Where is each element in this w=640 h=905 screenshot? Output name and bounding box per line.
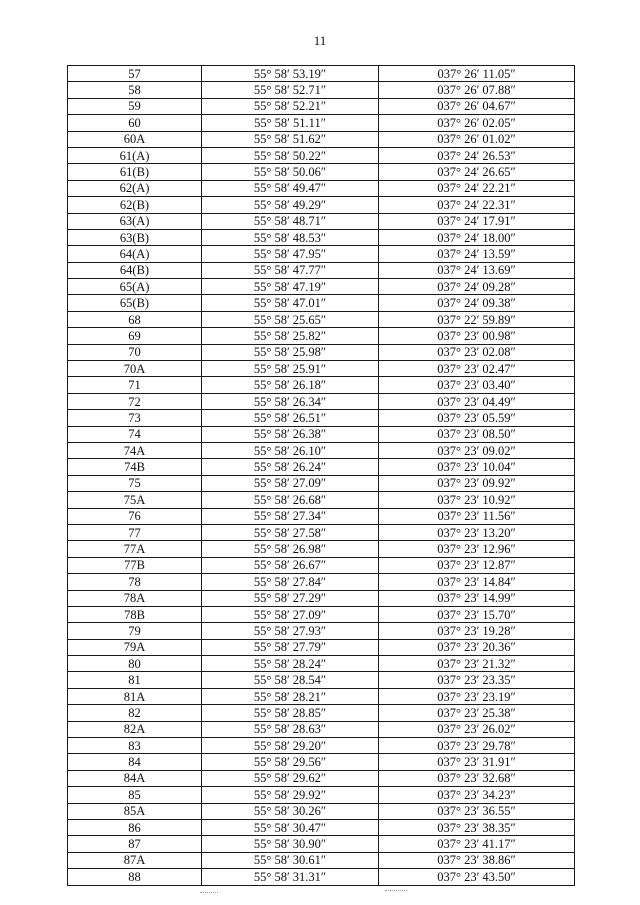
table-row bbox=[68, 770, 575, 786]
table-row bbox=[68, 279, 575, 295]
longitude-cell: 037° 23′ 20.36″ bbox=[379, 639, 575, 655]
point-id-cell: 86 bbox=[68, 819, 202, 835]
point-id-cell: 58 bbox=[68, 82, 202, 98]
table-row bbox=[68, 541, 575, 557]
point-id-cell: 87 bbox=[68, 836, 202, 852]
longitude-cell: 037° 24′ 17.91″ bbox=[379, 213, 575, 229]
point-id-cell: 81 bbox=[68, 672, 202, 688]
point-id-cell: 70 bbox=[68, 344, 202, 360]
point-id-cell: 60A bbox=[68, 131, 202, 147]
longitude-cell: 037° 23′ 29.78″ bbox=[379, 738, 575, 754]
scan-mark bbox=[200, 892, 218, 893]
longitude-cell: 037° 23′ 13.20″ bbox=[379, 524, 575, 540]
point-id-cell: 77A bbox=[68, 541, 202, 557]
longitude-cell: 037° 23′ 43.50″ bbox=[379, 869, 575, 885]
table-row bbox=[68, 590, 575, 606]
longitude-cell: 037° 26′ 01.02″ bbox=[379, 131, 575, 147]
latitude-cell: 55° 58′ 25.65″ bbox=[202, 311, 379, 327]
point-id-cell: 85 bbox=[68, 787, 202, 803]
table-row bbox=[68, 557, 575, 573]
table-row bbox=[68, 262, 575, 278]
latitude-cell: 55° 58′ 47.77″ bbox=[202, 262, 379, 278]
table-row bbox=[68, 442, 575, 458]
latitude-cell: 55° 58′ 26.24″ bbox=[202, 459, 379, 475]
longitude-cell: 037° 24′ 18.00″ bbox=[379, 229, 575, 245]
table-row bbox=[68, 197, 575, 213]
latitude-cell: 55° 58′ 30.26″ bbox=[202, 803, 379, 819]
point-id-cell: 60 bbox=[68, 115, 202, 131]
longitude-cell: 037° 24′ 22.31″ bbox=[379, 197, 575, 213]
table-row bbox=[68, 311, 575, 327]
latitude-cell: 55° 58′ 29.56″ bbox=[202, 754, 379, 770]
longitude-cell: 037° 23′ 02.08″ bbox=[379, 344, 575, 360]
longitude-cell: 037° 23′ 41.17″ bbox=[379, 836, 575, 852]
table-row bbox=[68, 803, 575, 819]
latitude-cell: 55° 58′ 51.62″ bbox=[202, 131, 379, 147]
table-row bbox=[68, 328, 575, 344]
longitude-cell: 037° 24′ 09.28″ bbox=[379, 279, 575, 295]
point-id-cell: 57 bbox=[68, 66, 202, 82]
longitude-cell: 037° 23′ 23.19″ bbox=[379, 688, 575, 704]
longitude-cell: 037° 23′ 38.35″ bbox=[379, 819, 575, 835]
point-id-cell: 59 bbox=[68, 98, 202, 114]
point-id-cell: 87A bbox=[68, 852, 202, 868]
latitude-cell: 55° 58′ 29.92″ bbox=[202, 787, 379, 803]
table-row bbox=[68, 705, 575, 721]
latitude-cell: 55° 58′ 26.98″ bbox=[202, 541, 379, 557]
latitude-cell: 55° 58′ 53.19″ bbox=[202, 66, 379, 82]
scan-mark bbox=[385, 890, 407, 891]
latitude-cell: 55° 58′ 30.61″ bbox=[202, 852, 379, 868]
latitude-cell: 55° 58′ 27.34″ bbox=[202, 508, 379, 524]
point-id-cell: 71 bbox=[68, 377, 202, 393]
longitude-cell: 037° 23′ 02.47″ bbox=[379, 361, 575, 377]
latitude-cell: 55° 58′ 25.91″ bbox=[202, 361, 379, 377]
latitude-cell: 55° 58′ 28.24″ bbox=[202, 656, 379, 672]
longitude-cell: 037° 26′ 07.88″ bbox=[379, 82, 575, 98]
longitude-cell: 037° 23′ 32.68″ bbox=[379, 770, 575, 786]
longitude-cell: 037° 23′ 05.59″ bbox=[379, 410, 575, 426]
table-row bbox=[68, 164, 575, 180]
point-id-cell: 78A bbox=[68, 590, 202, 606]
longitude-cell: 037° 23′ 09.02″ bbox=[379, 442, 575, 458]
coordinates-table-body bbox=[68, 66, 575, 886]
longitude-cell: 037° 26′ 11.05″ bbox=[379, 66, 575, 82]
table-row bbox=[68, 623, 575, 639]
table-row bbox=[68, 213, 575, 229]
longitude-cell: 037° 23′ 04.49″ bbox=[379, 393, 575, 409]
longitude-cell: 037° 23′ 14.84″ bbox=[379, 574, 575, 590]
longitude-cell: 037° 23′ 00.98″ bbox=[379, 328, 575, 344]
table-row bbox=[68, 721, 575, 737]
point-id-cell: 64(B) bbox=[68, 262, 202, 278]
longitude-cell: 037° 23′ 34.23″ bbox=[379, 787, 575, 803]
latitude-cell: 55° 58′ 29.62″ bbox=[202, 770, 379, 786]
longitude-cell: 037° 23′ 14.99″ bbox=[379, 590, 575, 606]
table-row bbox=[68, 819, 575, 835]
table-row bbox=[68, 82, 575, 98]
point-id-cell: 76 bbox=[68, 508, 202, 524]
latitude-cell: 55° 58′ 27.93″ bbox=[202, 623, 379, 639]
longitude-cell: 037° 23′ 19.28″ bbox=[379, 623, 575, 639]
point-id-cell: 88 bbox=[68, 869, 202, 885]
point-id-cell: 79A bbox=[68, 639, 202, 655]
table-row bbox=[68, 180, 575, 196]
table-row bbox=[68, 410, 575, 426]
table-row bbox=[68, 246, 575, 262]
page-number: 11 bbox=[313, 33, 327, 48]
latitude-cell: 55° 58′ 26.10″ bbox=[202, 442, 379, 458]
latitude-cell: 55° 58′ 27.29″ bbox=[202, 590, 379, 606]
table-row bbox=[68, 574, 575, 590]
latitude-cell: 55° 58′ 26.67″ bbox=[202, 557, 379, 573]
longitude-cell: 037° 26′ 02.05″ bbox=[379, 115, 575, 131]
point-id-cell: 77 bbox=[68, 524, 202, 540]
point-id-cell: 77B bbox=[68, 557, 202, 573]
point-id-cell: 79 bbox=[68, 623, 202, 639]
table-row bbox=[68, 639, 575, 655]
table-row bbox=[68, 869, 575, 885]
point-id-cell: 74B bbox=[68, 459, 202, 475]
point-id-cell: 63(A) bbox=[68, 213, 202, 229]
point-id-cell: 62(A) bbox=[68, 180, 202, 196]
table-row bbox=[68, 131, 575, 147]
table-row bbox=[68, 688, 575, 704]
table-row bbox=[68, 393, 575, 409]
latitude-cell: 55° 58′ 27.79″ bbox=[202, 639, 379, 655]
longitude-cell: 037° 23′ 09.92″ bbox=[379, 475, 575, 491]
table-row bbox=[68, 656, 575, 672]
table-row bbox=[68, 672, 575, 688]
latitude-cell: 55° 58′ 48.53″ bbox=[202, 229, 379, 245]
table-row bbox=[68, 754, 575, 770]
latitude-cell: 55° 58′ 29.20″ bbox=[202, 738, 379, 754]
latitude-cell: 55° 58′ 47.19″ bbox=[202, 279, 379, 295]
longitude-cell: 037° 23′ 36.55″ bbox=[379, 803, 575, 819]
latitude-cell: 55° 58′ 50.06″ bbox=[202, 164, 379, 180]
longitude-cell: 037° 23′ 03.40″ bbox=[379, 377, 575, 393]
point-id-cell: 63(B) bbox=[68, 229, 202, 245]
longitude-cell: 037° 24′ 13.69″ bbox=[379, 262, 575, 278]
longitude-cell: 037° 24′ 09.38″ bbox=[379, 295, 575, 311]
point-id-cell: 65(B) bbox=[68, 295, 202, 311]
longitude-cell: 037° 23′ 23.35″ bbox=[379, 672, 575, 688]
latitude-cell: 55° 58′ 52.71″ bbox=[202, 82, 379, 98]
longitude-cell: 037° 23′ 12.87″ bbox=[379, 557, 575, 573]
point-id-cell: 72 bbox=[68, 393, 202, 409]
table-row bbox=[68, 66, 575, 82]
longitude-cell: 037° 23′ 21.32″ bbox=[379, 656, 575, 672]
latitude-cell: 55° 58′ 28.21″ bbox=[202, 688, 379, 704]
latitude-cell: 55° 58′ 52.21″ bbox=[202, 98, 379, 114]
latitude-cell: 55° 58′ 47.01″ bbox=[202, 295, 379, 311]
latitude-cell: 55° 58′ 25.98″ bbox=[202, 344, 379, 360]
longitude-cell: 037° 24′ 26.65″ bbox=[379, 164, 575, 180]
latitude-cell: 55° 58′ 27.09″ bbox=[202, 606, 379, 622]
table-row bbox=[68, 295, 575, 311]
point-id-cell: 82A bbox=[68, 721, 202, 737]
latitude-cell: 55° 58′ 31.31″ bbox=[202, 869, 379, 885]
table-row bbox=[68, 115, 575, 131]
point-id-cell: 74A bbox=[68, 442, 202, 458]
latitude-cell: 55° 58′ 51.11″ bbox=[202, 115, 379, 131]
table-row bbox=[68, 344, 575, 360]
latitude-cell: 55° 58′ 30.90″ bbox=[202, 836, 379, 852]
point-id-cell: 65(A) bbox=[68, 279, 202, 295]
longitude-cell: 037° 23′ 08.50″ bbox=[379, 426, 575, 442]
latitude-cell: 55° 58′ 49.47″ bbox=[202, 180, 379, 196]
longitude-cell: 037° 23′ 15.70″ bbox=[379, 606, 575, 622]
latitude-cell: 55° 58′ 50.22″ bbox=[202, 147, 379, 163]
point-id-cell: 61(A) bbox=[68, 147, 202, 163]
point-id-cell: 78 bbox=[68, 574, 202, 590]
latitude-cell: 55° 58′ 49.29″ bbox=[202, 197, 379, 213]
latitude-cell: 55° 58′ 27.84″ bbox=[202, 574, 379, 590]
point-id-cell: 75A bbox=[68, 492, 202, 508]
latitude-cell: 55° 58′ 26.34″ bbox=[202, 393, 379, 409]
table-row bbox=[68, 147, 575, 163]
table-row bbox=[68, 459, 575, 475]
latitude-cell: 55° 58′ 27.58″ bbox=[202, 524, 379, 540]
longitude-cell: 037° 26′ 04.67″ bbox=[379, 98, 575, 114]
longitude-cell: 037° 23′ 10.04″ bbox=[379, 459, 575, 475]
longitude-cell: 037° 24′ 22.21″ bbox=[379, 180, 575, 196]
latitude-cell: 55° 58′ 26.68″ bbox=[202, 492, 379, 508]
table-row bbox=[68, 361, 575, 377]
table-row bbox=[68, 98, 575, 114]
latitude-cell: 55° 58′ 48.71″ bbox=[202, 213, 379, 229]
latitude-cell: 55° 58′ 26.38″ bbox=[202, 426, 379, 442]
table-row bbox=[68, 426, 575, 442]
point-id-cell: 73 bbox=[68, 410, 202, 426]
table-row bbox=[68, 852, 575, 868]
point-id-cell: 69 bbox=[68, 328, 202, 344]
point-id-cell: 70A bbox=[68, 361, 202, 377]
point-id-cell: 75 bbox=[68, 475, 202, 491]
longitude-cell: 037° 24′ 13.59″ bbox=[379, 246, 575, 262]
latitude-cell: 55° 58′ 26.18″ bbox=[202, 377, 379, 393]
point-id-cell: 61(B) bbox=[68, 164, 202, 180]
point-id-cell: 85A bbox=[68, 803, 202, 819]
latitude-cell: 55° 58′ 28.54″ bbox=[202, 672, 379, 688]
coordinates-table bbox=[67, 65, 575, 886]
point-id-cell: 84A bbox=[68, 770, 202, 786]
longitude-cell: 037° 22′ 59.89″ bbox=[379, 311, 575, 327]
longitude-cell: 037° 23′ 25.38″ bbox=[379, 705, 575, 721]
longitude-cell: 037° 24′ 26.53″ bbox=[379, 147, 575, 163]
longitude-cell: 037° 23′ 12.96″ bbox=[379, 541, 575, 557]
longitude-cell: 037° 23′ 26.02″ bbox=[379, 721, 575, 737]
point-id-cell: 74 bbox=[68, 426, 202, 442]
latitude-cell: 55° 58′ 28.85″ bbox=[202, 705, 379, 721]
latitude-cell: 55° 58′ 27.09″ bbox=[202, 475, 379, 491]
longitude-cell: 037° 23′ 38.86″ bbox=[379, 852, 575, 868]
latitude-cell: 55° 58′ 28.63″ bbox=[202, 721, 379, 737]
point-id-cell: 64(A) bbox=[68, 246, 202, 262]
latitude-cell: 55° 58′ 30.47″ bbox=[202, 819, 379, 835]
point-id-cell: 80 bbox=[68, 656, 202, 672]
latitude-cell: 55° 58′ 26.51″ bbox=[202, 410, 379, 426]
longitude-cell: 037° 23′ 10.92″ bbox=[379, 492, 575, 508]
table-row bbox=[68, 836, 575, 852]
table-row bbox=[68, 492, 575, 508]
table-row bbox=[68, 475, 575, 491]
longitude-cell: 037° 23′ 31.91″ bbox=[379, 754, 575, 770]
point-id-cell: 82 bbox=[68, 705, 202, 721]
point-id-cell: 84 bbox=[68, 754, 202, 770]
longitude-cell: 037° 23′ 11.56″ bbox=[379, 508, 575, 524]
table-row bbox=[68, 229, 575, 245]
point-id-cell: 83 bbox=[68, 738, 202, 754]
point-id-cell: 81A bbox=[68, 688, 202, 704]
table-row bbox=[68, 524, 575, 540]
latitude-cell: 55° 58′ 47.95″ bbox=[202, 246, 379, 262]
table-row bbox=[68, 787, 575, 803]
point-id-cell: 68 bbox=[68, 311, 202, 327]
table-row bbox=[68, 738, 575, 754]
table-row bbox=[68, 377, 575, 393]
point-id-cell: 78B bbox=[68, 606, 202, 622]
latitude-cell: 55° 58′ 25.82″ bbox=[202, 328, 379, 344]
table-row bbox=[68, 508, 575, 524]
point-id-cell: 62(B) bbox=[68, 197, 202, 213]
table-row bbox=[68, 606, 575, 622]
